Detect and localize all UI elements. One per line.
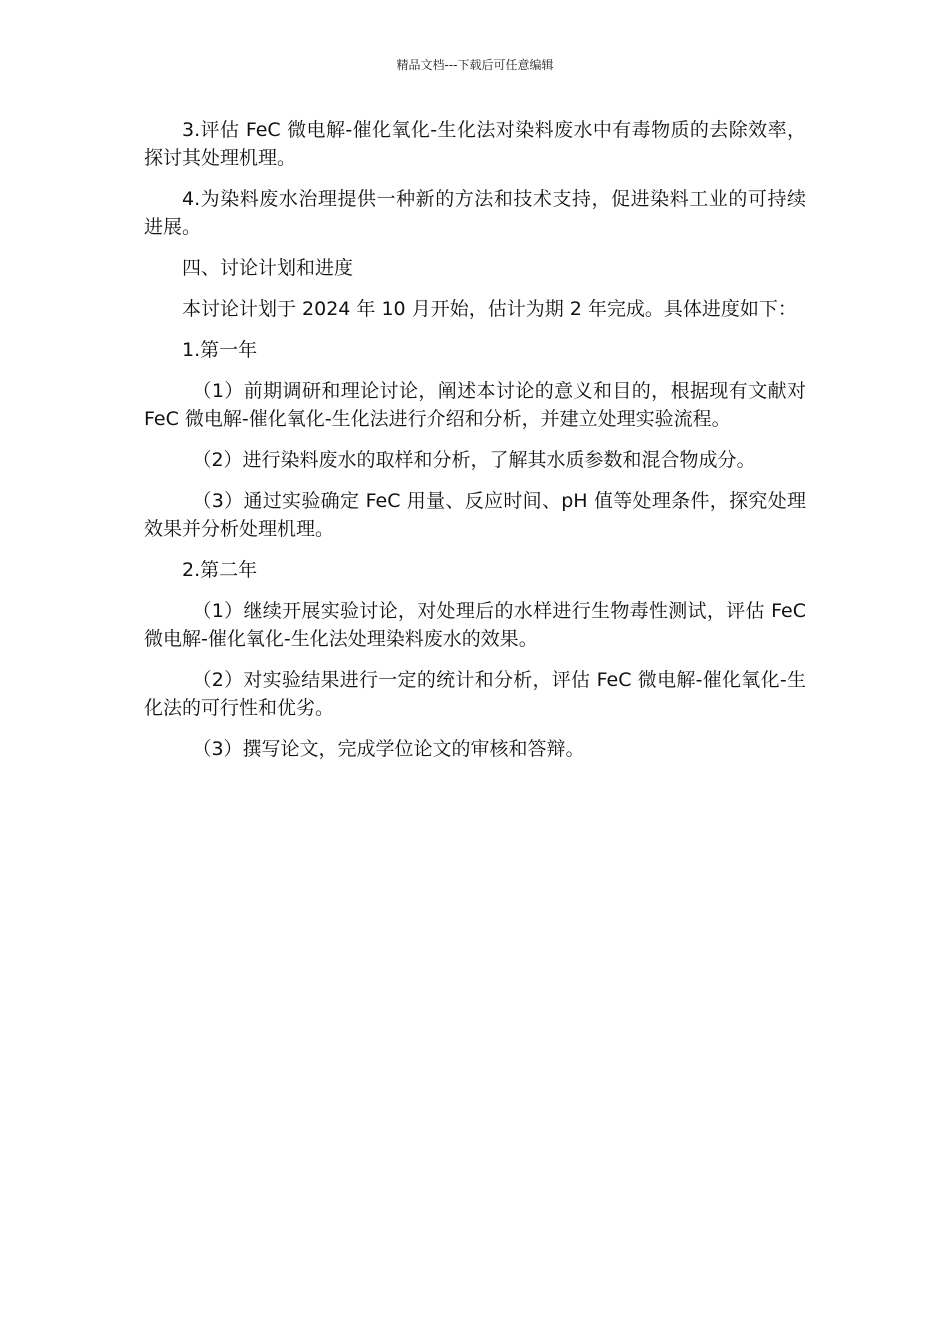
paragraph-year-one-item-2: （2）进行染料废水的取样和分析，了解其水质参数和混合物成分。 [192, 449, 756, 471]
section-heading-plan: 四、讨论计划和进度 [182, 257, 354, 279]
page-header: 精品文档---下载后可任意编辑 [396, 58, 554, 72]
heading-year-two: 2.第二年 [182, 559, 258, 581]
paragraph-objective-3: 3.评估 FeC 微电解-催化氧化-生化法对染料废水中有毒物质的去除效率，探讨其处理机理。 [144, 119, 806, 169]
paragraph-year-one-item-3: （3）通过实验确定 FeC 用量、反应时间、pH 值等处理条件，探究处理效果并分析处理机理。 [144, 490, 806, 540]
paragraph-year-one-item-1: （1）前期调研和理论讨论，阐述本讨论的意义和目的，根据现有文献对 FeC 微电解-催化氧化-生化法进行介绍和分析，并建立处理实验流程。 [144, 380, 806, 430]
paragraph-plan-intro: 本讨论计划于 2024 年 10 月开始，估计为期 2 年完成。具体进度如下： [182, 298, 797, 320]
paragraph-year-two-item-1: （1）继续开展实验讨论，对处理后的水样进行生物毒性测试，评估 FeC 微电解-催化氧化-生化法处理染料废水的效果。 [144, 600, 806, 650]
document-body [144, 116, 806, 776]
paragraph-year-two-item-3: （3）撰写论文，完成学位论文的审核和答辩。 [192, 738, 585, 760]
heading-year-one: 1.第一年 [182, 339, 258, 361]
paragraph-year-two-item-2: （2）对实验结果进行一定的统计和分析，评估 FeC 微电解-催化氧化-生化法的可行性和优劣。 [144, 669, 806, 719]
paragraph-objective-4: 4.为染料废水治理提供一种新的方法和技术支持，促进染料工业的可持续进展。 [144, 188, 806, 238]
